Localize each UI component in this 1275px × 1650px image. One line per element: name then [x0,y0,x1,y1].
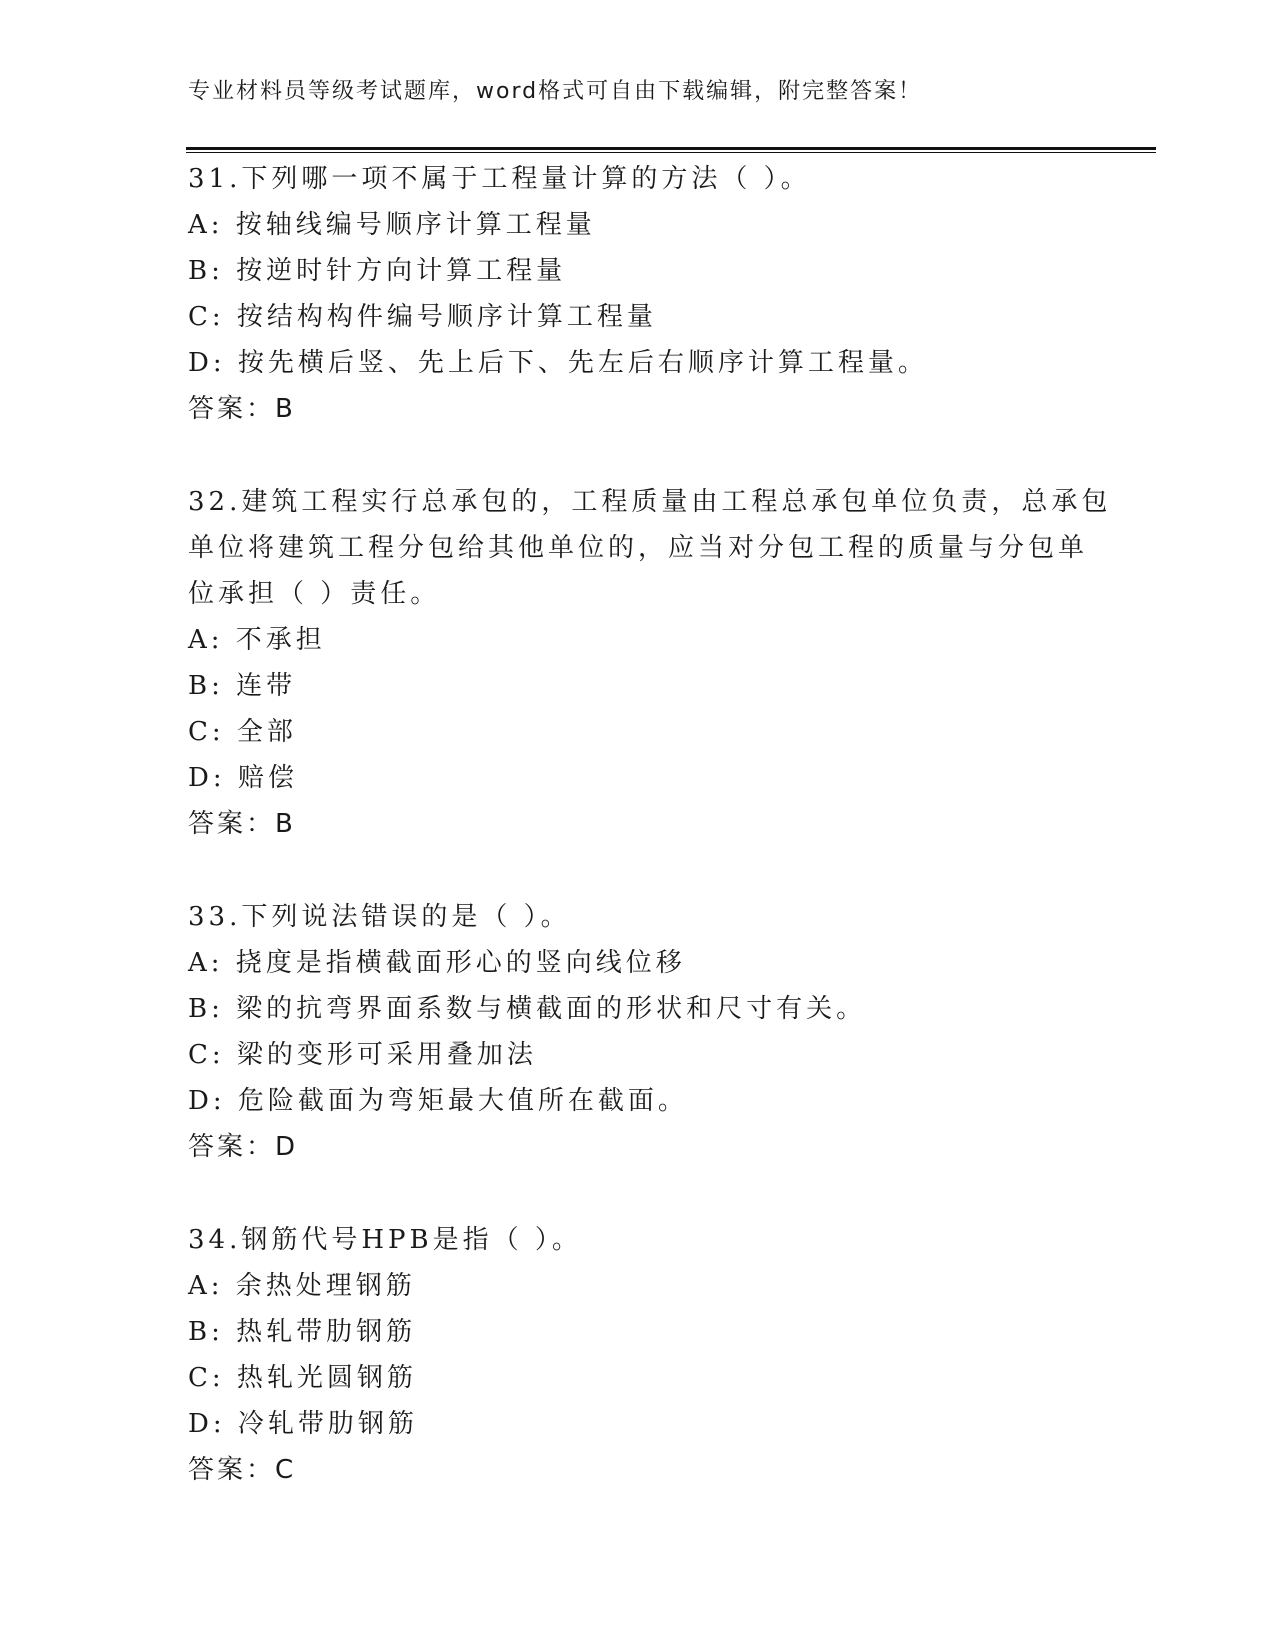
option-b: B: 按逆时针方向计算工程量 [188,256,567,286]
option-d: D: 按先横后竖、先上后下、先左后右顺序计算工程量。 [188,348,928,378]
option-d: D: 赔偿 [188,763,298,793]
question-stem: 位承担（ ）责任。 [188,579,441,609]
option-a: A: 挠度是指横截面形心的竖向线位移 [188,948,686,978]
answer-line: 答案：B [188,809,296,839]
question-stem: 单位将建筑工程分包给其他单位的，应当对分包工程的质量与分包单 [188,533,1089,563]
option-b: B: 连带 [188,671,297,701]
option-c: C: 按结构构件编号顺序计算工程量 [188,302,657,332]
option-c: C: 热轧光圆钢筋 [188,1363,417,1393]
option-c: C: 全部 [188,717,297,747]
divider-thick-line [186,147,1156,150]
answer-line: 答案：C [188,1455,297,1485]
question-34 [188,1217,1088,1493]
option-b: B: 热轧带肋钢筋 [188,1317,417,1347]
question-stem: 32.建筑工程实行总承包的，工程质量由工程总承包单位负责，总承包 [188,487,1112,517]
divider-thin-line [186,152,1156,153]
question-31 [188,156,1088,432]
option-a: A: 不承担 [188,625,326,655]
question-stem: 33.下列说法错误的是（ ）。 [188,902,571,932]
option-a: A: 余热处理钢筋 [188,1271,416,1301]
page-header: 专业材料员等级考试题库，word格式可自由下载编辑，附完整答案！ [188,79,923,104]
option-d: D: 冷轧带肋钢筋 [188,1409,418,1439]
option-a: A: 按轴线编号顺序计算工程量 [188,210,596,240]
header-divider [186,147,1156,153]
answer-line: 答案：B [188,394,296,424]
option-d: D: 危险截面为弯矩最大值所在截面。 [188,1086,688,1116]
question-32 [188,479,1112,847]
question-33 [188,894,1088,1170]
option-b: B: 梁的抗弯界面系数与横截面的形状和尺寸有关。 [188,994,867,1024]
question-stem: 34.钢筋代号HPB是指（ ）。 [188,1225,582,1255]
question-list [188,156,1112,1493]
option-c: C: 梁的变形可采用叠加法 [188,1040,537,1070]
question-stem: 31.下列哪一项不属于工程量计算的方法（ ）。 [188,164,811,194]
answer-line: 答案：D [188,1132,299,1162]
